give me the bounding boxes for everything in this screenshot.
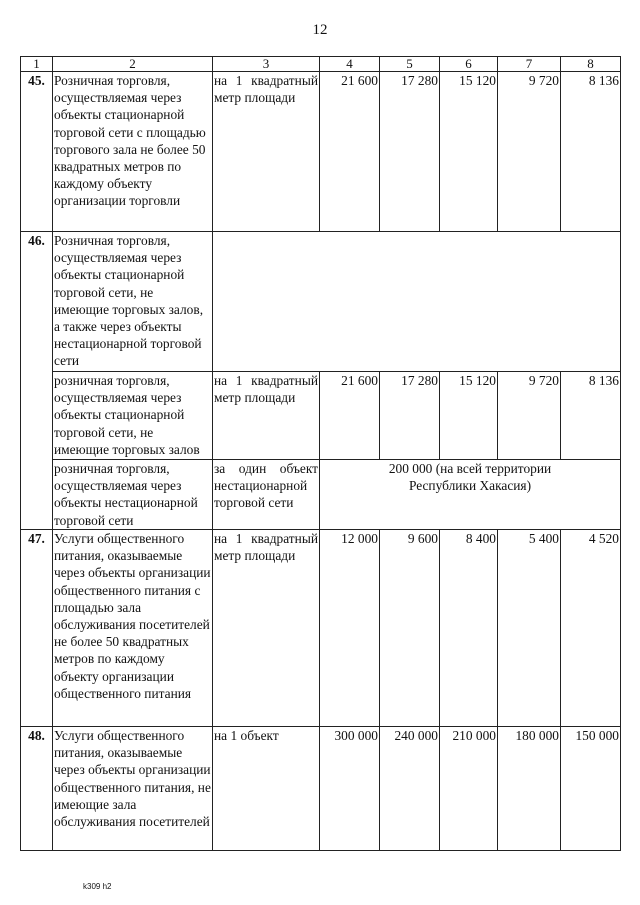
row-unit: на 1 квадратный метр площади xyxy=(213,372,320,460)
table-row xyxy=(21,72,621,232)
table-row xyxy=(21,460,621,530)
row-description: Услуги общественного питания, оказываемые через объекты организации общественного питания с площадью зала обслуживания посетителей не более 50 квадратных метров по каждому объекту организации общественного питания xyxy=(53,530,213,727)
col-header: 7 xyxy=(498,57,561,72)
value-cell: 240 000 xyxy=(380,727,440,851)
value-cell: 21 600 xyxy=(320,72,380,232)
footer-code: k309 h2 xyxy=(83,882,112,891)
value-cell: 8 136 xyxy=(561,372,621,460)
table-row xyxy=(21,232,621,372)
page-number: 12 xyxy=(312,22,328,38)
value-cell: 15 120 xyxy=(440,372,498,460)
row-unit: на 1 квадратный метр площади xyxy=(213,530,320,727)
row-number: 45. xyxy=(21,72,53,232)
value-cell: 17 280 xyxy=(380,72,440,232)
value-cell: 15 120 xyxy=(440,72,498,232)
row-description: розничная торговля, осуществляемая через объекты стационарной торговой сети, не имеющие торговых залов xyxy=(53,372,213,460)
row-description: Розничная торговля, осуществляемая через объекты стационарной торговой сети с площадью торгового зала не более 50 квадратных метров по каждому объекту организации торговли xyxy=(53,72,213,232)
row-number: 46. xyxy=(21,232,53,530)
row-unit: за один объект нестационарной торговой сети xyxy=(213,460,320,530)
value-cell: 5 400 xyxy=(498,530,561,727)
col-header: 4 xyxy=(320,57,380,72)
row-unit: на 1 объект xyxy=(213,727,320,851)
col-header: 6 xyxy=(440,57,498,72)
row-description: розничная торговля, осуществляемая через объекты нестационарной торговой сети xyxy=(53,460,213,530)
value-cell: 12 000 xyxy=(320,530,380,727)
tariff-table xyxy=(20,56,621,851)
row-description: Услуги общественного питания, оказываемые через объекты организации общественного питания, не имеющие зала обслуживания посетителей xyxy=(53,727,213,851)
empty-cell xyxy=(213,232,621,372)
row-unit: на 1 квадратный метр площади xyxy=(213,72,320,232)
value-cell: 4 520 xyxy=(561,530,621,727)
table-row xyxy=(21,530,621,727)
value-cell: 180 000 xyxy=(498,727,561,851)
col-header: 1 xyxy=(21,57,53,72)
value-cell: 17 280 xyxy=(380,372,440,460)
value-cell: 210 000 xyxy=(440,727,498,851)
span-value: 200 000 (на всей территории Республики Хакасия) xyxy=(320,460,621,530)
value-cell: 150 000 xyxy=(561,727,621,851)
col-header: 5 xyxy=(380,57,440,72)
col-header: 3 xyxy=(213,57,320,72)
value-cell: 8 136 xyxy=(561,72,621,232)
row-number: 47. xyxy=(21,530,53,727)
value-cell: 9 600 xyxy=(380,530,440,727)
table-row xyxy=(21,727,621,851)
value-cell: 21 600 xyxy=(320,372,380,460)
row-description: Розничная торговля, осуществляемая через объекты стационарной торговой сети, не имеющие торговых залов, а также через объекты нестационарной торговой сети xyxy=(53,232,213,372)
table-row xyxy=(21,372,621,460)
value-cell: 9 720 xyxy=(498,372,561,460)
row-number: 48. xyxy=(21,727,53,851)
value-cell: 9 720 xyxy=(498,72,561,232)
value-cell: 300 000 xyxy=(320,727,380,851)
col-header: 8 xyxy=(561,57,621,72)
col-header: 2 xyxy=(53,57,213,72)
header-row xyxy=(21,57,621,72)
value-cell: 8 400 xyxy=(440,530,498,727)
